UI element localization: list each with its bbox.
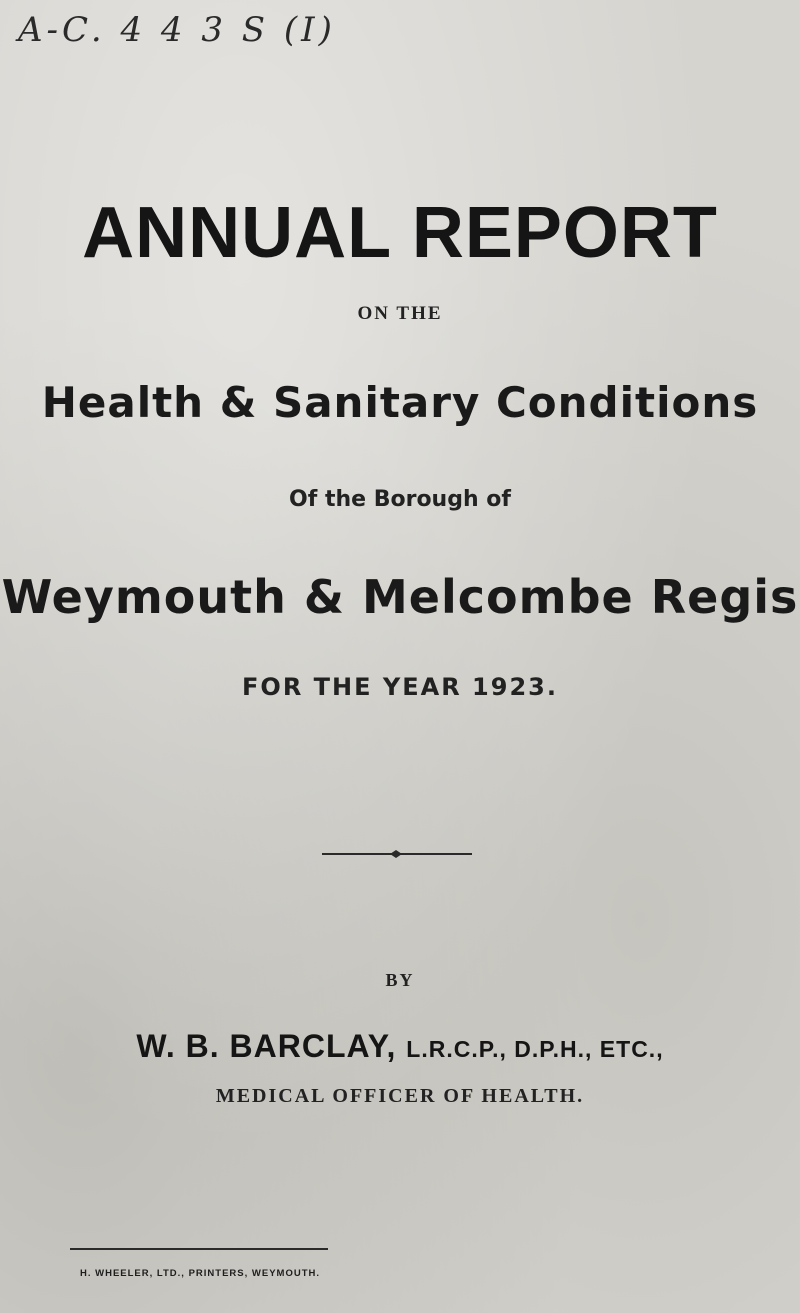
place-name: Weymouth & Melcombe Regis [1,570,799,624]
divider-diamond-icon [390,848,402,860]
report-title: ANNUAL REPORT [82,193,718,273]
catalog-mark: A-C. 4 4 3 S (I) [18,10,336,50]
report-subject: Health & Sanitary Conditions [41,378,759,427]
by-label: BY [385,970,415,990]
on-the-label: ON THE [357,303,443,324]
author-credentials: L.R.C.P., D.P.H., ETC., [406,1036,664,1062]
printer-rule [70,1248,328,1250]
officer-title: MEDICAL OFFICER OF HEALTH. [215,1085,585,1107]
author-name: W. B. BARCLAY, [136,1028,397,1064]
printer-imprint: H. WHEELER, LTD., PRINTERS, WEYMOUTH. [79,1268,321,1279]
borough-line: Of the Borough of [289,487,511,512]
report-year: FOR THE YEAR 1923. [242,673,558,701]
author-line [0,1028,800,1065]
